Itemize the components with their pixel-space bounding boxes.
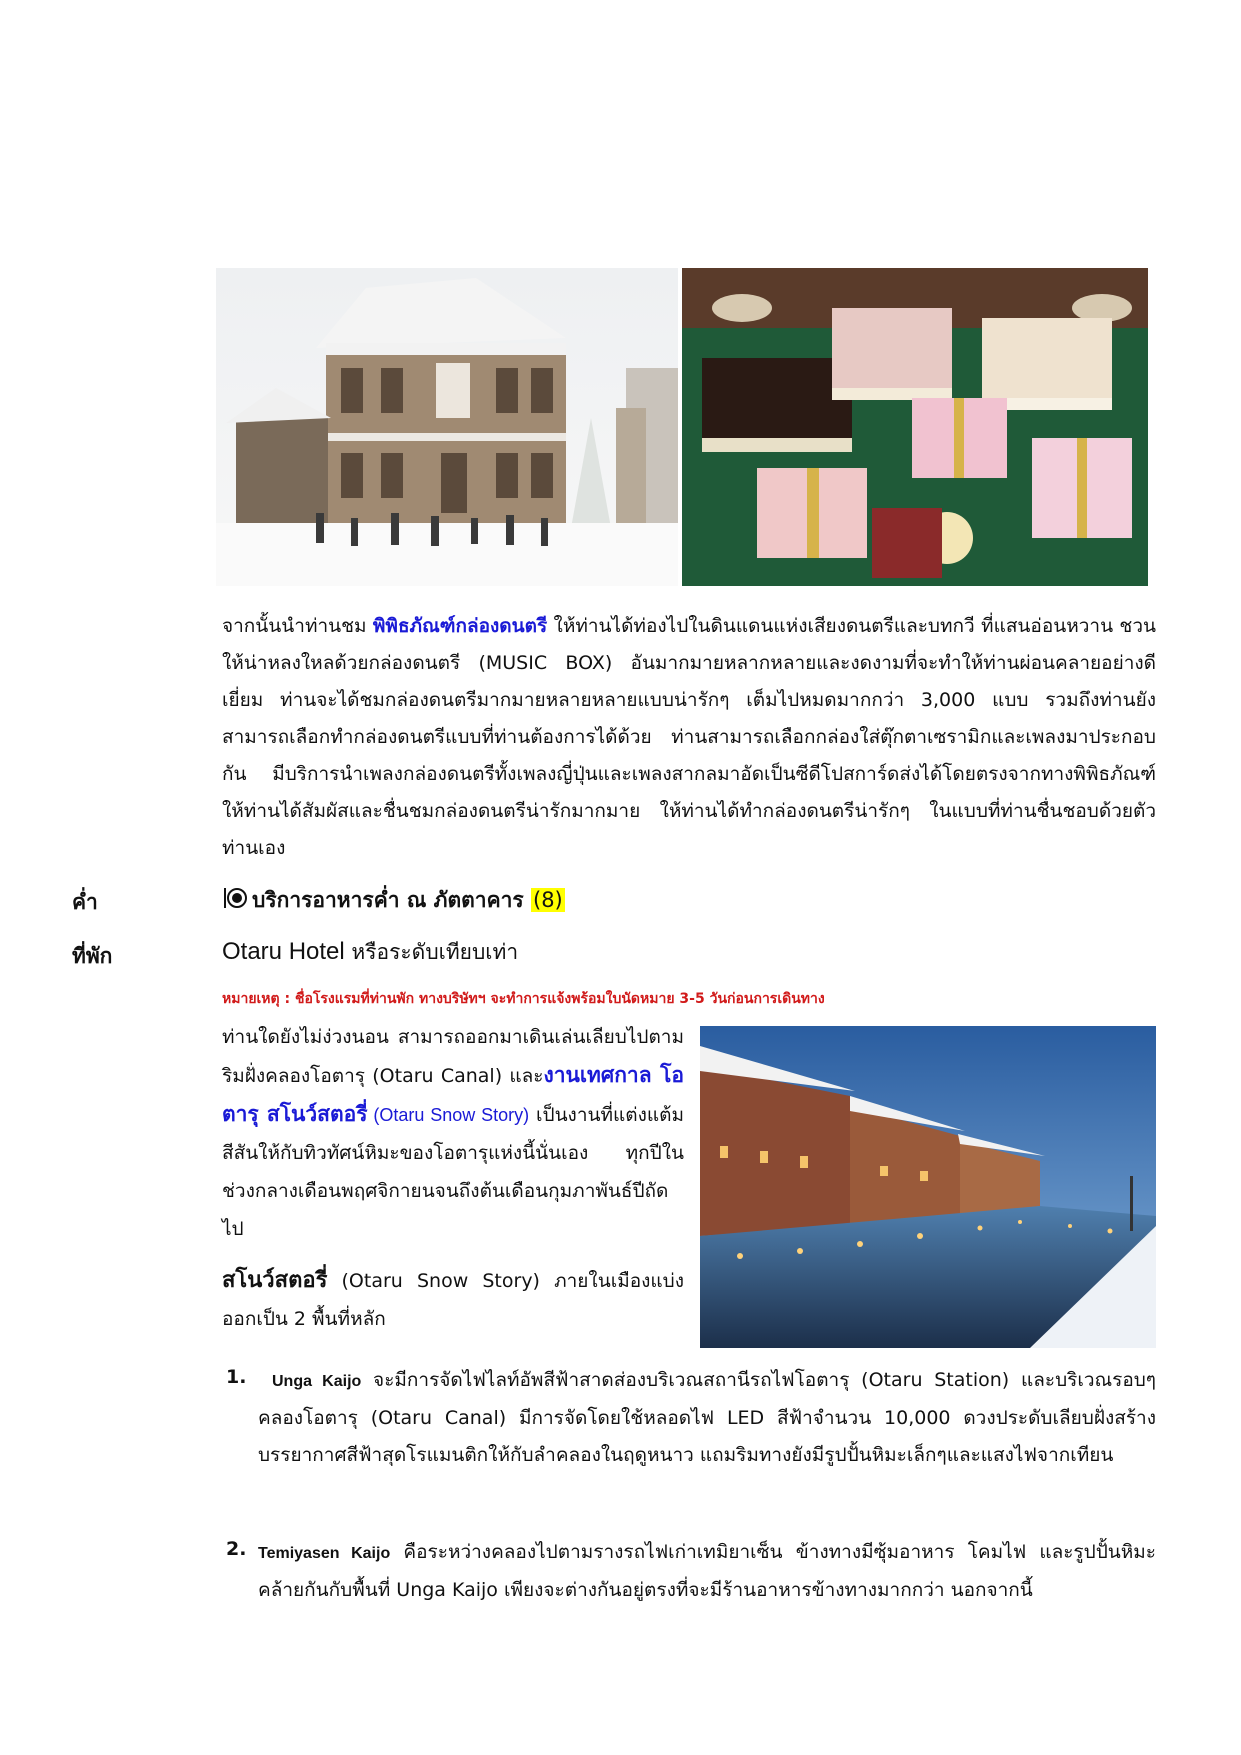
meal-code: (8) <box>533 888 563 912</box>
dinner-text: บริการอาหารค่ำ ณ ภัตตาคาร <box>252 888 531 912</box>
museum-photo <box>216 268 678 586</box>
music-box-museum-link: พิพิธภัณฑ์กล่องดนตรี <box>372 615 548 637</box>
unga-kaijo-keyword: Unga Kaijo <box>272 1373 362 1390</box>
list-item <box>258 1534 1156 1609</box>
snow-festival-title: งานเทศกาล โอตารุ สโนว์สตอรี่ <box>222 1063 684 1126</box>
list-item <box>258 1362 1156 1474</box>
musicbox-photo <box>682 268 1148 586</box>
hotel-label: ที่พัก <box>72 944 113 968</box>
snow-story-areas <box>222 1262 684 1338</box>
list-item-1-text: จะมีการจัดไฟไลท์อัพสีฟ้าสาดส่องบริเวณสถานีรถไฟโอตารุ (Otaru Station) และบริเวณรอบๆ คลองโอตารุ (Otaru Canal) มีการจัดโดยใช้หลอดไฟ LED สีฟ้าจำนวน 10,000 ดวงประดับเลียบฝั่งสร้างบรรยากาศสีฟ้าสุดโรแมนติกให้กับลำคลองในฤดูหนาว แถมริมทางยังมีรูปปั้นหิมะเล็กๆและแสงไฟจากเทียน <box>258 1369 1157 1466</box>
snow-story-text <box>222 1018 684 1248</box>
list-item-2-text: คือระหว่างคลองไปตามรางรถไฟเก่าเทมิยาเซ็น ข้างทางมีซุ้มอาหาร โคมไฟ และรูปปั้นหิมะ คล้ายกันกับพื้นที่ Unga Kaijo เพียงจะต่างกันอยู่ตรงที่จะมีร้านอาหารข้างทางมากกว่า นอกจากนี้ <box>258 1541 1156 1601</box>
hotel-suffix: หรือระดับเทียบเท่า <box>344 940 519 964</box>
hotel-row <box>222 936 518 969</box>
list-item-1-number: 1. <box>226 1366 247 1388</box>
canal-photo <box>700 1026 1156 1348</box>
snow-line1: ท่านใดยังไม่ง่วงนอน สามารถออกมาเดินเล่นเลียบไปตามริมฝั่งคลองโอตารุ (Otaru Canal) และ <box>222 1026 684 1087</box>
snow-story-bold: สโนว์สตอรี่ <box>222 1268 328 1293</box>
hotel-note: หมายเหตุ : ชื่อโรงแรมที่ท่านพัก ทางบริษัทฯ จะทำการแจ้งพร้อมใบนัดหมาย 3-5 วันก่อนการเดินทาง <box>222 991 825 1007</box>
dinner-label: ค่ำ <box>72 890 98 914</box>
temiyasen-kaijo-keyword: Temiyasen Kaijo <box>258 1545 391 1562</box>
intro-post: ให้ท่านได้ท่องไปในดินแดนแห่งเสียงดนตรีและบทกวี ที่แสนอ่อนหวาน ชวนให้น่าหลงใหลด้วยกล่องดนตรี (MUSIC BOX) อันมากมายหลากหลายและงดงามที่จะทำให้ท่านผ่อนคลายอย่างดีเยี่ยม ท่านจะได้ชมกล่องดนตรีมากมายหลายหลายแบบน่ารักๆ เต็มไปหมดมากกว่า 3,000 แบบ รวมถึงท่านยังสามารถเลือกทำกล่องดนตรีแบบที่ท่านต้องการได้ด้วย ท่านสามารถเลือกกล่องใส่ตุ๊กตาเซรามิกและเพลงมาประกอบกัน มีบริการนำเพลงกล่องดนตรีทั้งเพลงญี่ปุ่นและเพลงสากลมาอัดเป็นซีดีโปสการ์ดส่งได้โดยตรงจากทางพิพิธภัณฑ์ ให้ท่านได้สัมผัสและชื่นชมกล่องดนตรีน่ารักมากมาย ให้ท่านได้ทำกล่องดนตรีน่ารักๆ ในแบบที่ท่านชื่นชอบด้วยตัวท่านเอง <box>222 615 1156 859</box>
dining-plate-icon <box>222 886 248 915</box>
intro-paragraph <box>222 608 1156 867</box>
snow-line3: (Otaru Snow Story) ภายในเมืองแบ่งออกเป็น 2 พื้นที่หลัก <box>222 1270 684 1330</box>
snow-festival-en: (Otaru Snow Story) <box>367 1105 530 1125</box>
dinner-row <box>222 884 565 917</box>
snow-line2: เป็นงานที่แต่งแต้มสีสันให้กับทิวทัศน์หิมะของโอตารุแห่งนี้นั่นเอง ทุกปีในช่วงกลางเดือนพฤศจิกายนจนถึงต้นเดือนกุมภาพันธ์ปีถัดไป <box>222 1104 684 1240</box>
list-item-2-number: 2. <box>226 1538 247 1560</box>
intro-pre: จากนั้นนำท่านชม <box>222 615 373 637</box>
hotel-name: Otaru Hotel <box>222 938 345 965</box>
